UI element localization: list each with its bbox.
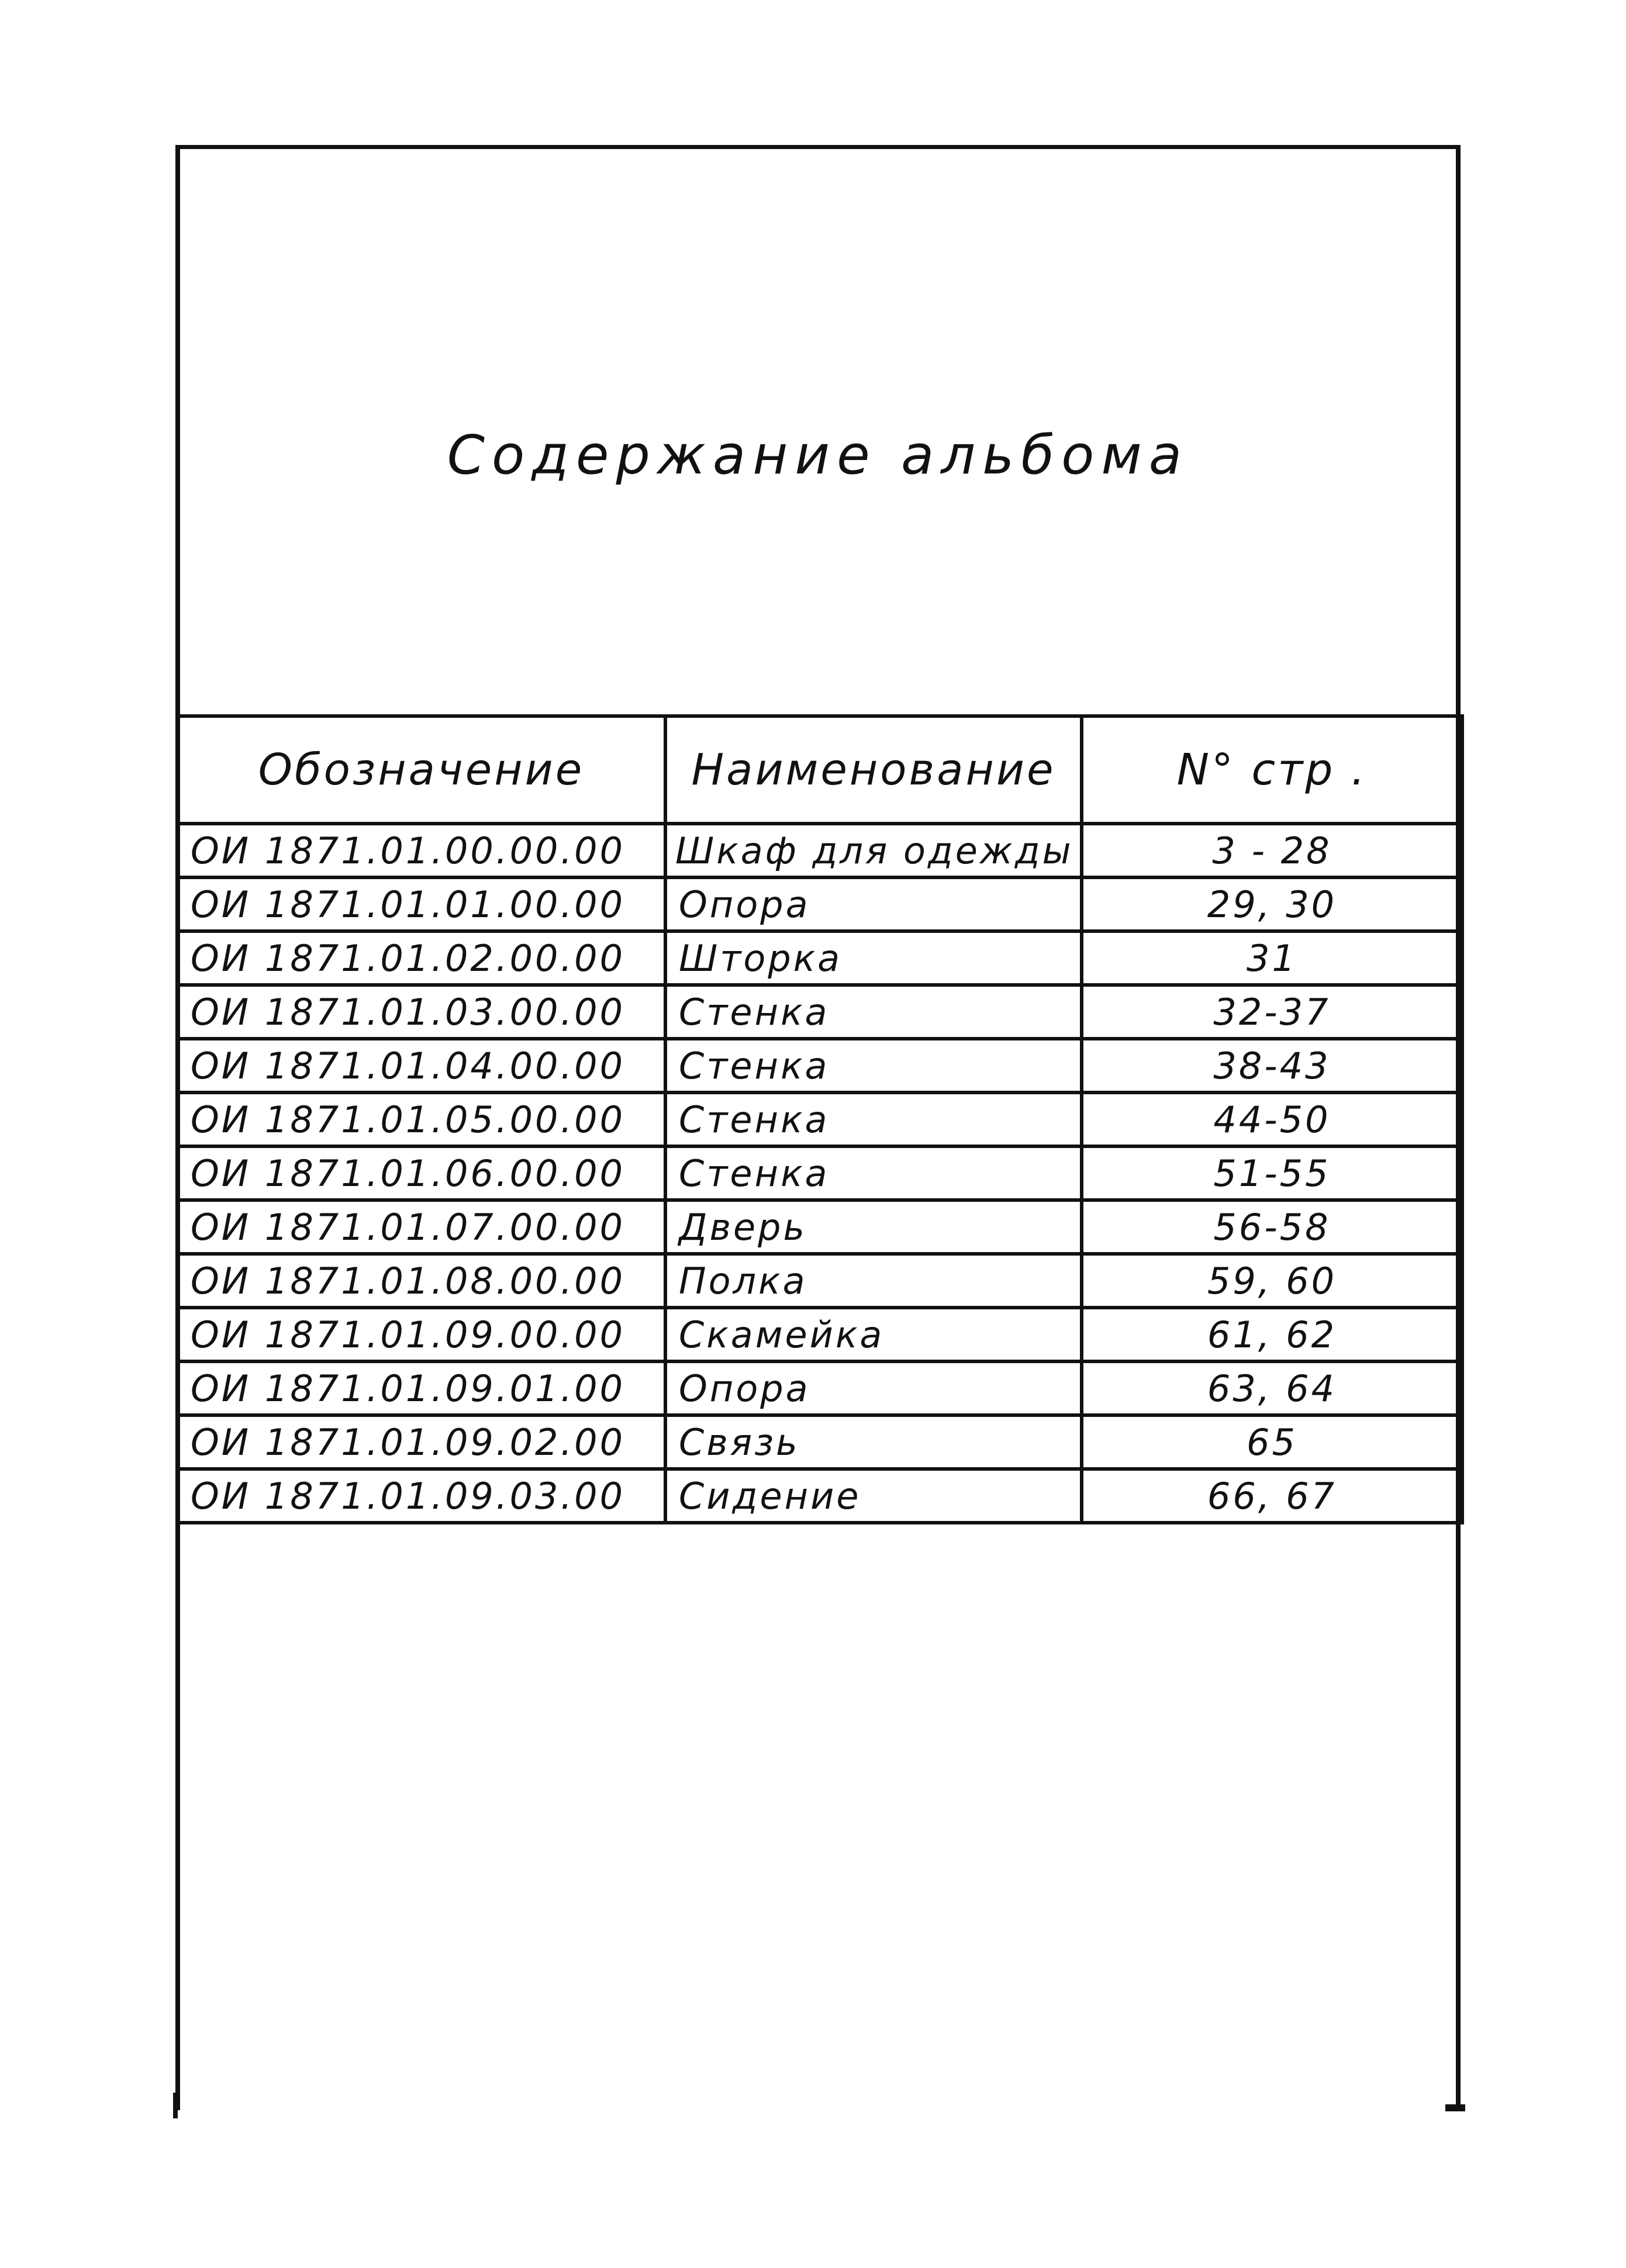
right-edge-tick: [1445, 2104, 1465, 2111]
row-pages: 44-50: [1082, 1092, 1462, 1146]
row-designation: ОИ 1871.01.04.00.00: [177, 1039, 665, 1092]
row-designation: ОИ 1871.01.09.02.00: [177, 1415, 665, 1469]
contents-table: [175, 714, 1464, 1524]
header-row: [177, 716, 1462, 824]
row-designation: ОИ 1871.01.08.00.00: [177, 1254, 665, 1308]
table-row: [177, 1200, 1462, 1254]
header-page-no: N° стр .: [1082, 716, 1462, 824]
left-edge-tick: [173, 2093, 178, 2118]
row-name: Стенка: [665, 1146, 1082, 1200]
row-designation: ОИ 1871.01.09.03.00: [177, 1469, 665, 1523]
row-name: Скамейка: [665, 1308, 1082, 1361]
row-designation: ОИ 1871.01.05.00.00: [177, 1092, 665, 1146]
album-sheet: [175, 145, 1461, 2110]
row-designation: ОИ 1871.01.02.00.00: [177, 931, 665, 985]
table-row: [177, 1039, 1462, 1092]
row-pages: 31: [1082, 931, 1462, 985]
row-designation: ОИ 1871.01.06.00.00: [177, 1146, 665, 1200]
table-row: [177, 1254, 1462, 1308]
row-pages: 56-58: [1082, 1200, 1462, 1254]
header-name: Наименование: [665, 716, 1082, 824]
row-pages: 66, 67: [1082, 1469, 1462, 1523]
row-name: Стенка: [665, 1039, 1082, 1092]
table-row: [177, 985, 1462, 1039]
row-pages: 61, 62: [1082, 1308, 1462, 1361]
row-designation: ОИ 1871.01.03.00.00: [177, 985, 665, 1039]
row-name: Шторка: [665, 931, 1082, 985]
row-pages: 38-43: [1082, 1039, 1462, 1092]
table-row: [177, 1415, 1462, 1469]
row-pages: 3 - 28: [1082, 824, 1462, 877]
table-row: [177, 877, 1462, 931]
row-pages: 59, 60: [1082, 1254, 1462, 1308]
row-pages: 51-55: [1082, 1146, 1462, 1200]
table-row: [177, 1361, 1462, 1415]
row-name: Опора: [665, 1361, 1082, 1415]
row-designation: ОИ 1871.01.01.00.00: [177, 877, 665, 931]
album-title: Содержание альбома: [447, 424, 1189, 486]
row-designation: ОИ 1871.01.09.01.00: [177, 1361, 665, 1415]
table-row: [177, 1308, 1462, 1361]
row-name: Дверь: [665, 1200, 1082, 1254]
row-name: Полка: [665, 1254, 1082, 1308]
row-pages: 63, 64: [1082, 1361, 1462, 1415]
row-name: Стенка: [665, 1092, 1082, 1146]
row-pages: 29, 30: [1082, 877, 1462, 931]
table-row: [177, 824, 1462, 877]
row-name: Стенка: [665, 985, 1082, 1039]
table-row: [177, 1146, 1462, 1200]
row-designation: ОИ 1871.01.07.00.00: [177, 1200, 665, 1254]
row-pages: 32-37: [1082, 985, 1462, 1039]
table-row: [177, 1469, 1462, 1523]
row-name: Сидение: [665, 1469, 1082, 1523]
row-name: Опора: [665, 877, 1082, 931]
row-name: Связь: [665, 1415, 1082, 1469]
table-row: [177, 931, 1462, 985]
row-designation: ОИ 1871.01.09.00.00: [177, 1308, 665, 1361]
row-designation: ОИ 1871.01.00.00.00: [177, 824, 665, 877]
row-name: Шкаф для одежды: [665, 824, 1082, 877]
row-pages: 65: [1082, 1415, 1462, 1469]
table-row: [177, 1092, 1462, 1146]
header-designation: Обозначение: [177, 716, 665, 824]
